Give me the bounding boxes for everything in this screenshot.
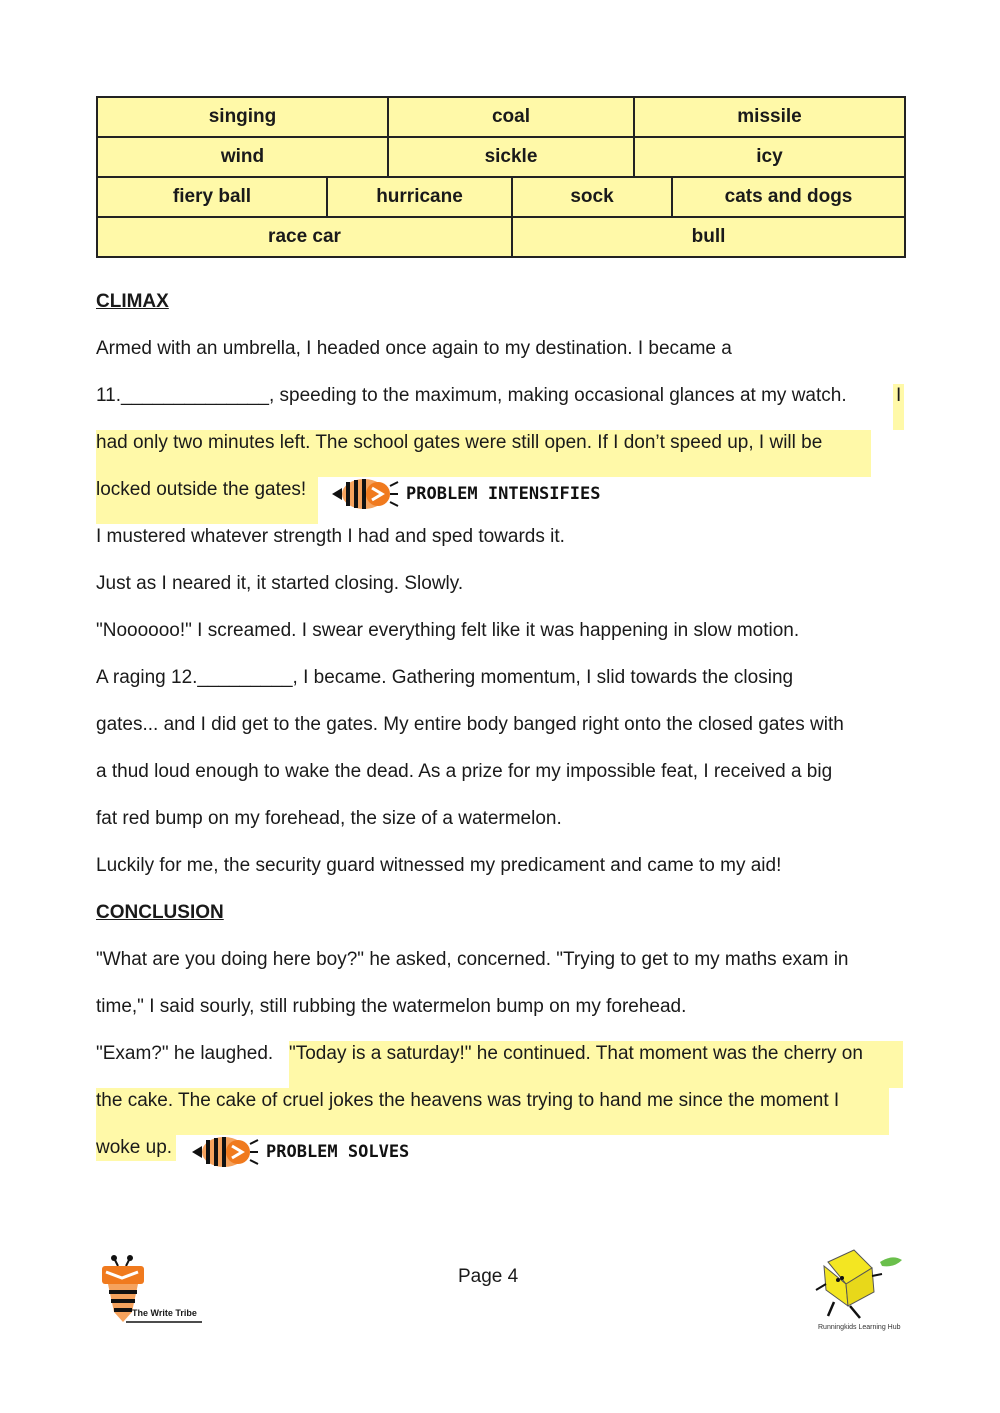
story-line: "Noooooo!" I screamed. I swear everything felt like it was happening in slow motion.	[96, 620, 800, 641]
story-line: Luckily for me, the security guard witnessed my predicament and came to my aid!	[96, 855, 782, 876]
word-bank-row-3	[97, 177, 905, 217]
story-line: "What are you doing here boy?" he asked, concerned. "Trying to get to my maths exam in	[96, 949, 849, 970]
story-line: I	[896, 385, 902, 406]
right-logo-text: Runningkids Learning Hub	[818, 1324, 901, 1331]
story-line: had only two minutes left. The school gates were still open. If I don’t speed up, I will be	[96, 432, 823, 453]
problem-solves-tag	[188, 1130, 409, 1174]
story-line: locked outside the gates!	[96, 479, 307, 500]
story-line: I mustered whatever strength I had and sped towards it.	[96, 526, 565, 547]
word-cell: icy	[634, 137, 905, 177]
story-line: woke up.	[96, 1137, 173, 1158]
word-cell: coal	[388, 97, 634, 137]
word-bank	[96, 96, 906, 258]
story-line: gates... and I did get to the gates. My entire body banged right onto the closed gates with	[96, 714, 844, 735]
word-bank-row-1	[97, 97, 905, 137]
word-cell: missile	[634, 97, 905, 137]
word-cell: wind	[97, 137, 388, 177]
running-book-icon	[810, 1244, 906, 1324]
word-cell: fiery ball	[97, 177, 327, 217]
tag-label: PROBLEM SOLVES	[266, 1142, 410, 1162]
problem-intensifies-tag	[328, 472, 600, 516]
word-cell: sock	[512, 177, 672, 217]
bee-icon	[188, 1130, 260, 1174]
story-line: Just as I neared it, it started closing. Slowly.	[96, 573, 464, 594]
section-heading-climax: CLIMAX	[96, 291, 169, 312]
section-heading-conclusion: CONCLUSION	[96, 902, 224, 923]
word-cell: sickle	[388, 137, 634, 177]
tag-label: PROBLEM INTENSIFIES	[406, 484, 601, 504]
story-line: time," I said sourly, still rubbing the watermelon bump on my forehead.	[96, 996, 687, 1017]
write-tribe-logo	[96, 1252, 208, 1333]
bee-icon	[328, 472, 400, 516]
word-cell: hurricane	[327, 177, 512, 217]
story-line: "Exam?" he laughed.	[96, 1043, 274, 1064]
word-cell: cats and dogs	[672, 177, 905, 217]
story-line: the cake. The cake of cruel jokes the heavens was trying to hand me since the moment I	[96, 1090, 840, 1111]
word-cell: race car	[97, 217, 512, 257]
story-line: Armed with an umbrella, I headed once again to my destination. I became a	[96, 338, 732, 359]
story-line: a thud loud enough to wake the dead. As a prize for my impossible feat, I received a big	[96, 761, 833, 782]
story-line: "Today is a saturday!" he continued. That moment was the cherry on	[289, 1043, 863, 1064]
running-book-logo	[810, 1244, 906, 1329]
word-bank-row-2	[97, 137, 905, 177]
word-bank-row-4	[97, 217, 905, 257]
word-cell: singing	[97, 97, 388, 137]
word-cell: bull	[512, 217, 905, 257]
story-line: fat red bump on my forehead, the size of a watermelon.	[96, 808, 562, 829]
page-number: Page 4	[458, 1266, 519, 1287]
left-logo-text: The Write Tribe	[132, 1308, 197, 1318]
story-line: A raging 12._________, I became. Gathering momentum, I slid towards the closing	[96, 667, 794, 688]
story-line: 11.______________, speeding to the maximum, making occasional glances at my watch.	[96, 385, 847, 406]
